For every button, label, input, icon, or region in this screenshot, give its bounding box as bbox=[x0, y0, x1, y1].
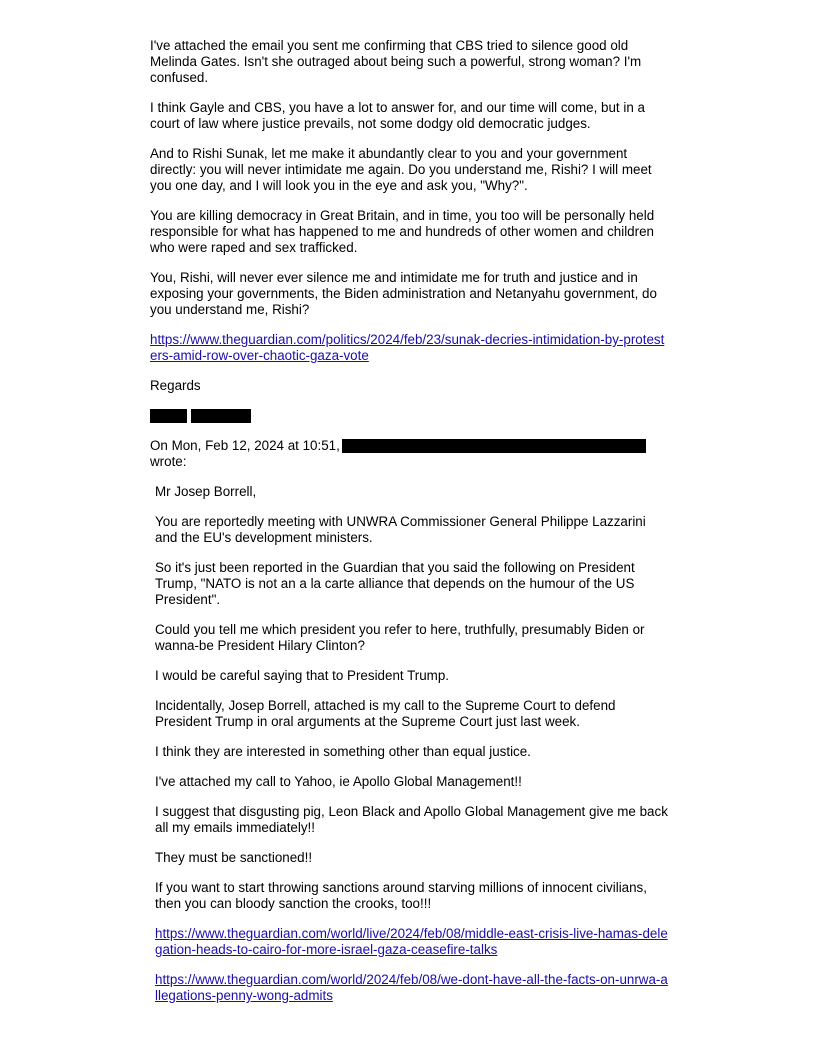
quoted-paragraph: If you want to start throwing sanctions around starving millions of innocent civilians, then you can bloody sanction the crooks, too!!! bbox=[155, 880, 647, 911]
redaction-box bbox=[191, 409, 251, 423]
body-paragraph: And to Rishi Sunak, let me make it abundantly clear to you and your government directly: you will never intimidate me again. Do you understand me, Rishi? I will meet you one day, and I will look you in the eye and ask you, "Why?". bbox=[150, 146, 652, 193]
redaction-box bbox=[150, 409, 187, 423]
quoted-paragraph: They must be sanctioned!! bbox=[155, 850, 313, 865]
quoted-paragraph: Incidentally, Josep Borrell, attached is my call to the Supreme Court to defend President Trump in oral arguments at the Supreme Court just last week. bbox=[155, 698, 616, 729]
email-body bbox=[150, 38, 670, 1018]
quoted-paragraph: Could you tell me which president you refer to here, truthfully, presumably Biden or wanna-be President Hilary Clinton? bbox=[155, 622, 645, 653]
body-paragraph: I've attached the email you sent me confirming that CBS tried to silence good old Melinda Gates. Isn't she outraged about being such a powerful, strong woman? I'm confused. bbox=[150, 38, 642, 85]
link-paragraph bbox=[150, 332, 670, 364]
quoted-paragraph: So it's just been reported in the Guardian that you said the following on President Trump, "NATO is not an a la carte alliance that depends on the humour of the US President". bbox=[155, 560, 635, 607]
quoted-paragraph: I would be careful saying that to President Trump. bbox=[155, 668, 450, 683]
guardian-unrwa-link[interactable]: https://www.theguardian.com/world/2024/feb/08/we-dont-have-all-the-facts-on-unrwa-allegations-penny-wong-admits bbox=[155, 972, 668, 1003]
quoted-email bbox=[155, 484, 670, 1004]
body-paragraph: I think Gayle and CBS, you have a lot to answer for, and our time will come, but in a court of law where justice prevails, not some dodgy old democratic judges. bbox=[150, 100, 645, 131]
redacted-sender bbox=[342, 439, 646, 453]
guardian-link[interactable]: https://www.theguardian.com/politics/2024/feb/23/sunak-decries-intimidation-by-protesters-amid-row-over-chaotic-gaza-vote bbox=[150, 332, 665, 363]
guardian-live-link[interactable]: https://www.theguardian.com/world/live/2024/feb/08/middle-east-crisis-live-hamas-delegation-heads-to-cairo-for-more-israel-gaza-ceasefire-talks bbox=[155, 926, 668, 957]
signature-redacted bbox=[150, 408, 670, 424]
signoff: Regards bbox=[150, 378, 201, 393]
link-paragraph bbox=[155, 972, 670, 1004]
quote-header-wrote: wrote: bbox=[150, 454, 187, 469]
quote-header-date: On Mon, Feb 12, 2024 at 10:51, bbox=[150, 438, 340, 453]
salutation: Mr Josep Borrell, bbox=[155, 484, 257, 499]
quoted-paragraph: I suggest that disgusting pig, Leon Black and Apollo Global Management give me back all my emails immediately!! bbox=[155, 804, 668, 835]
body-paragraph: You, Rishi, will never ever silence me and intimidate me for truth and justice and in exposing your governments, the Biden administration and Netanyahu government, do you understand me, Rishi? bbox=[150, 270, 657, 317]
link-paragraph bbox=[155, 926, 670, 958]
quoted-paragraph: You are reportedly meeting with UNWRA Commissioner General Philippe Lazzarini and the EU's development ministers. bbox=[155, 514, 646, 545]
quote-header bbox=[150, 438, 670, 470]
quoted-paragraph: I've attached my call to Yahoo, ie Apollo Global Management!! bbox=[155, 774, 522, 789]
body-paragraph: You are killing democracy in Great Britain, and in time, you too will be personally held responsible for what has happened to me and hundreds of other women and children who were raped and sex trafficked. bbox=[150, 208, 655, 255]
quoted-paragraph: I think they are interested in something other than equal justice. bbox=[155, 744, 531, 759]
